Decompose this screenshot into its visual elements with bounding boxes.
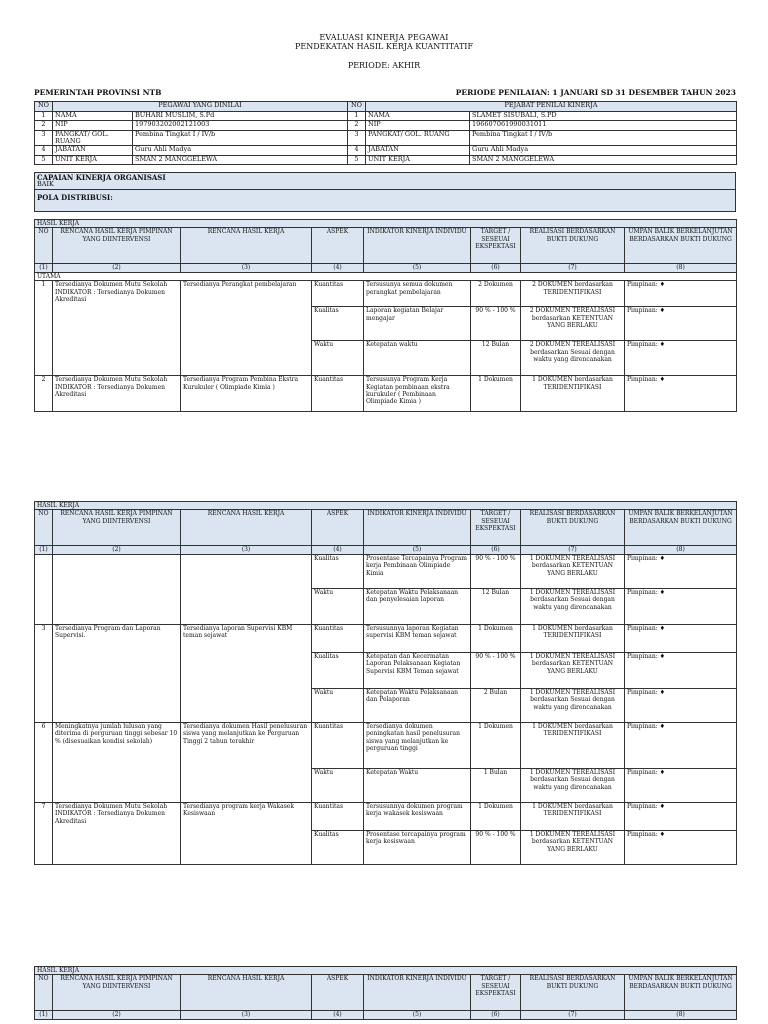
- column-number-row: [35, 546, 737, 554]
- realisasi-cell: 2 DOKUMEN TEREALISASI berdasarkan Sesuai dengan waktu yang direncanakan: [521, 341, 625, 376]
- row-value-2: 196607061990031011: [470, 121, 737, 131]
- indikator-cell: Tersusunya Program Kerja Kegiatan pembinaan ekstra kurukuler ( Pembinaan Olimpiade Kimia ): [364, 376, 471, 412]
- hasil-kerja-table-1: [34, 219, 737, 412]
- target-cell: 90 % - 100 %: [471, 830, 521, 864]
- column-header: NO: [35, 975, 53, 1011]
- column-number: (8): [625, 1011, 737, 1019]
- period-row: [34, 88, 736, 98]
- hasil-kerja-title: HASIL KERJA: [35, 502, 737, 510]
- row-label-2: UNIT KERJA: [366, 155, 470, 165]
- row-no-2: 4: [348, 146, 366, 156]
- hasil-kerja-row: [35, 376, 737, 412]
- target-cell: 90 % - 100 %: [471, 307, 521, 341]
- column-header: INDIKATOR KINERJA INDIVIDU: [364, 975, 471, 1011]
- col-pejabat-penilai: PEJABAT PENILAI KINERJA: [366, 102, 737, 112]
- rencana-pimpinan-cell: Tersedianya Dokumen Mutu Sekolah INDIKATOR : Tersedianya Dokumen Akreditasi: [53, 802, 181, 864]
- empty-cell: [181, 554, 312, 624]
- realisasi-cell: 1 DOKUMEN TEREALISASI berdasarkan Sesuai dengan waktu yang direncanakan: [521, 588, 625, 624]
- row-value: SMAN 2 MANGGELEWA: [133, 155, 348, 165]
- hasil-kerja-column-headers: [35, 975, 737, 1011]
- umpan-balik-cell: Pimpinan: ♦: [625, 688, 737, 722]
- aspek-cell: Waktu: [312, 768, 364, 802]
- column-header: TARGET / SESEUAI EKSPEKTASI: [471, 510, 521, 546]
- indikator-cell: Laporan kegiatan Belajar mengajar: [364, 307, 471, 341]
- target-cell: 12 Bulan: [471, 341, 521, 376]
- aspek-cell: Waktu: [312, 341, 364, 376]
- column-number: (8): [625, 264, 737, 272]
- column-number: (2): [53, 1011, 181, 1019]
- row-label-2: NIP: [366, 121, 470, 131]
- column-number: (2): [53, 264, 181, 272]
- row-label-2: NAMA: [366, 111, 470, 121]
- row-value: Guru Ahli Madya: [133, 146, 348, 156]
- umpan-balik-cell: Pimpinan: ♦: [625, 802, 737, 830]
- umpan-balik-cell: Pimpinan: ♦: [625, 624, 737, 652]
- rencana-hasil-kerja-cell: Tersedianya dokumen Hasil penelusuran siswa yang melanjutkan ke Perguruan Tinggi 2 tahun terakhir: [181, 722, 312, 802]
- column-number: (3): [181, 546, 312, 554]
- rencana-hasil-kerja-cell: Tersedianya Program Pembina Ekstra Kurukuler ( Olimpiade Kimia ): [181, 376, 312, 412]
- row-no: 5: [35, 155, 53, 165]
- aspek-cell: Waktu: [312, 688, 364, 722]
- umpan-balik-cell: Pimpinan: ♦: [625, 341, 737, 376]
- realisasi-cell: 1 DOKUMEN TEREALISASI berdasarkan Sesuai dengan waktu yang direncanakan: [521, 688, 625, 722]
- target-cell: 12 Bulan: [471, 588, 521, 624]
- indikator-cell: Ketepatan waktu: [364, 341, 471, 376]
- hasil-kerja-row: [35, 624, 737, 652]
- pola-distribusi: POLA DISTRIBUSI:: [37, 192, 113, 202]
- col-no: NO: [35, 102, 53, 112]
- realisasi-cell: 1 DOKUMEN TEREALISASI berdasarkan KETENTUAN YANG BERLAKU: [521, 652, 625, 688]
- aspek-cell: Kuantitas: [312, 624, 364, 652]
- hasil-kerja-row: [35, 802, 737, 830]
- column-number: (5): [364, 546, 471, 554]
- umpan-balik-cell: Pimpinan: ♦: [625, 554, 737, 588]
- column-header: RENCANA HASIL KERJA: [181, 510, 312, 546]
- doc-periode: PERIODE: AKHIR: [347, 61, 421, 70]
- target-cell: 1 Dokumen: [471, 722, 521, 768]
- umpan-balik-cell: Pimpinan: ♦: [625, 307, 737, 341]
- item-no: 2: [35, 376, 53, 412]
- column-number: (5): [364, 264, 471, 272]
- row-no: 1: [35, 111, 53, 121]
- row-no-2: 5: [348, 155, 366, 165]
- column-header: UMPAN BALIK BERKELANJUTAN BERDASARKAN BUKTI DUKUNG: [625, 975, 737, 1011]
- column-number-row: [35, 1011, 737, 1019]
- column-number: (4): [312, 546, 364, 554]
- item-no: 6: [35, 722, 53, 802]
- col-no-2: NO: [348, 102, 366, 112]
- indikator-cell: Tersedianya dokumen peningkatan hasil penelusuran siswa yang melanjutkan ke perguruan tinggi: [364, 722, 471, 768]
- rencana-hasil-kerja-cell: Tersedianya Perangkat pembelajaran: [181, 281, 312, 376]
- hasil-kerja-row: [35, 281, 737, 307]
- column-header: REALISASI BERDASARKAN BUKTI DUKUNG: [521, 228, 625, 264]
- rencana-pimpinan-cell: Tersedianya Dokumen Mutu Sekolah INDIKATOR : Tersedianya Dokumen Akreditasi: [53, 376, 181, 412]
- column-number: (7): [521, 1011, 625, 1019]
- realisasi-cell: 1 DOKUMEN berdasarkan TERIDENTIFIKASI: [521, 376, 625, 412]
- column-header: REALISASI BERDASARKAN BUKTI DUKUNG: [521, 975, 625, 1011]
- instansi-label: PEMERINTAH PROVINSI NTB: [34, 88, 162, 97]
- rencana-pimpinan-cell: Tersedianya Program dan Laporan Supervisi.: [53, 624, 181, 722]
- item-no: 3: [35, 624, 53, 722]
- target-cell: 1 Dokumen: [471, 624, 521, 652]
- aspek-cell: Kuantitas: [312, 281, 364, 307]
- indikator-cell: Prosentase tercapainya program kerja kesiswaan: [364, 830, 471, 864]
- column-header: REALISASI BERDASARKAN BUKTI DUKUNG: [521, 510, 625, 546]
- aspek-cell: Kualitas: [312, 652, 364, 688]
- realisasi-cell: 1 DOKUMEN TEREALISASI berdasarkan KETENTUAN YANG BERLAKU: [521, 830, 625, 864]
- column-number-row: [35, 264, 737, 272]
- document-header: [0, 33, 768, 70]
- row-value-2: SLAMET SISUBALI, S.PD: [470, 111, 737, 121]
- row-no-2: 1: [348, 111, 366, 121]
- column-number: (6): [471, 264, 521, 272]
- aspek-cell: Kuantitas: [312, 802, 364, 830]
- umpan-balik-cell: Pimpinan: ♦: [625, 588, 737, 624]
- column-header: RENCANA HASIL KERJA: [181, 975, 312, 1011]
- row-no-2: 2: [348, 121, 366, 131]
- column-number: (7): [521, 264, 625, 272]
- realisasi-cell: 1 DOKUMEN berdasarkan TERIDENTIFIKASI: [521, 624, 625, 652]
- target-cell: 1 Dokumen: [471, 802, 521, 830]
- pegawai-table: [34, 101, 737, 165]
- hasil-kerja-title-row: [35, 220, 737, 228]
- hasil-kerja-column-headers: [35, 510, 737, 546]
- row-value-2: SMAN 2 MANGGELEWA: [470, 155, 737, 165]
- umpan-balik-cell: Pimpinan: ♦: [625, 281, 737, 307]
- target-cell: 90 % - 100 %: [471, 554, 521, 588]
- capaian-section: [34, 172, 736, 212]
- pegawai-row: [35, 130, 737, 146]
- column-number: (8): [625, 546, 737, 554]
- rencana-hasil-kerja-cell: Tersedianya laporan Supervisi KBM teman sejawat: [181, 624, 312, 722]
- row-value-2: Guru Ahli Madya: [470, 146, 737, 156]
- pegawai-row: [35, 121, 737, 131]
- hasil-kerja-table-2: [34, 501, 737, 865]
- row-label: UNIT KERJA: [53, 155, 133, 165]
- row-label: JABATAN: [53, 146, 133, 156]
- column-number: (1): [35, 546, 53, 554]
- indikator-cell: Tersusunnya laporan Kegiatan supervisi KBM teman sejawat: [364, 624, 471, 652]
- indikator-cell: Prosentase Tercapainya Program kerja Pembinaan Olimpiade Kimia: [364, 554, 471, 588]
- capaian-title: CAPAIAN KINERJA ORGANISASI: [37, 173, 166, 182]
- hasil-kerja-table-3: [34, 966, 737, 1020]
- column-header: NO: [35, 510, 53, 546]
- utama-label: UTAMA: [35, 272, 737, 280]
- column-number: (3): [181, 264, 312, 272]
- column-header: NO: [35, 228, 53, 264]
- rencana-pimpinan-cell: Tersedianya Dokumen Mutu Sekolah INDIKATOR : Tersedianya Dokumen Akreditasi: [53, 281, 181, 376]
- indikator-cell: Tersusunnya dokumen program kerja wakasek kesiswaan: [364, 802, 471, 830]
- column-number: (7): [521, 546, 625, 554]
- pegawai-row: [35, 155, 737, 165]
- indikator-cell: Ketepatan Waktu: [364, 768, 471, 802]
- pegawai-table-header: [35, 102, 737, 112]
- realisasi-cell: 1 DOKUMEN berdasarkan TERIDENTIFIKASI: [521, 722, 625, 768]
- column-number: (6): [471, 1011, 521, 1019]
- item-no: 7: [35, 802, 53, 864]
- target-cell: 2 Bulan: [471, 688, 521, 722]
- rencana-hasil-kerja-cell: Tersedianya program kerja Wakasek Kesiswaan: [181, 802, 312, 864]
- aspek-cell: Kualitas: [312, 830, 364, 864]
- target-cell: 2 Dokumen: [471, 281, 521, 307]
- pegawai-row: [35, 146, 737, 156]
- indikator-cell: Tersusunya semua dokumen perangkat pembelajaran: [364, 281, 471, 307]
- realisasi-cell: 1 DOKUMEN TEREALISASI berdasarkan Sesuai dengan waktu yang direncanakan: [521, 768, 625, 802]
- indikator-cell: Ketepatan Waktu Pelaksanaan dan Pelaporan: [364, 688, 471, 722]
- column-number: (5): [364, 1011, 471, 1019]
- target-cell: 90 % - 100 %: [471, 652, 521, 688]
- col-pegawai-dinilai: PEGAWAI YANG DINILAI: [53, 102, 348, 112]
- periode-penilaian-label: PERIODE PENILAIAN: 1 JANUARI SD 31 DESEMBER TAHUN 2023: [455, 88, 736, 97]
- row-label-2: JABATAN: [366, 146, 470, 156]
- aspek-cell: Kualitas: [312, 554, 364, 588]
- aspek-cell: Kuantitas: [312, 376, 364, 412]
- column-header: UMPAN BALIK BERKELANJUTAN BERDASARKAN BUKTI DUKUNG: [625, 228, 737, 264]
- column-header: ASPEK: [312, 510, 364, 546]
- realisasi-cell: 1 DOKUMEN berdasarkan TERIDENTIFIKASI: [521, 802, 625, 830]
- row-label-2: PANGKAT/ GOL. RUANG: [366, 130, 470, 146]
- target-cell: 1 Bulan: [471, 768, 521, 802]
- empty-cell: [35, 554, 53, 624]
- utama-row: [35, 272, 737, 280]
- aspek-cell: Waktu: [312, 588, 364, 624]
- target-cell: 1 Dokumen: [471, 376, 521, 412]
- umpan-balik-cell: Pimpinan: ♦: [625, 830, 737, 864]
- empty-cell: [53, 554, 181, 624]
- row-value: BUHARI MUSLIM, S.Pd: [133, 111, 348, 121]
- column-number: (4): [312, 264, 364, 272]
- column-number: (4): [312, 1011, 364, 1019]
- column-header: RENCANA HASIL KERJA: [181, 228, 312, 264]
- row-label: NIP: [53, 121, 133, 131]
- column-number: (1): [35, 264, 53, 272]
- row-value: Pembina Tingkat I / IV/b: [133, 130, 348, 146]
- realisasi-cell: 2 DOKUMEN TEREALISASI berdasarkan KETENTUAN YANG BERLAKU: [521, 307, 625, 341]
- aspek-cell: Kualitas: [312, 307, 364, 341]
- column-header: RENCANA HASIL KERJA PIMPINAN YANG DIINTERVENSI: [53, 510, 181, 546]
- umpan-balik-cell: Pimpinan: ♦: [625, 768, 737, 802]
- aspek-cell: Kuantitas: [312, 722, 364, 768]
- column-header: UMPAN BALIK BERKELANJUTAN BERDASARKAN BUKTI DUKUNG: [625, 510, 737, 546]
- row-value: 197903202002121003: [133, 121, 348, 131]
- row-no: 3: [35, 130, 53, 146]
- doc-title: EVALUASI KINERJA PEGAWAI: [319, 33, 449, 42]
- row-no-2: 3: [348, 130, 366, 146]
- hasil-kerja-column-headers: [35, 228, 737, 264]
- row-no: 2: [35, 121, 53, 131]
- row-label: PANGKAT/ GOL. RUANG: [53, 130, 133, 146]
- column-number: (6): [471, 546, 521, 554]
- row-no: 4: [35, 146, 53, 156]
- column-header: RENCANA HASIL KERJA PIMPINAN YANG DIINTERVENSI: [53, 975, 181, 1011]
- capaian-value: BAIK: [37, 180, 54, 189]
- umpan-balik-cell: Pimpinan: ♦: [625, 652, 737, 688]
- column-header: TARGET / SESEUAI EKSPEKTASI: [471, 975, 521, 1011]
- hasil-kerja-title-row: [35, 967, 737, 975]
- realisasi-cell: 1 DOKUMEN TEREALISASI berdasarkan KETENTUAN YANG BERLAKU: [521, 554, 625, 588]
- indikator-cell: Ketepatan dan Kecermatan Laporan Pelaksanaan Kegiatan Supervisi KBM Teman sejawat: [364, 652, 471, 688]
- realisasi-cell: 2 DOKUMEN berdasarkan TERIDENTIFIKASI: [521, 281, 625, 307]
- hasil-kerja-title: HASIL KERJA: [35, 967, 737, 975]
- umpan-balik-cell: Pimpinan: ♦: [625, 376, 737, 412]
- column-number: (1): [35, 1011, 53, 1019]
- rencana-pimpinan-cell: Meningkatnya jumlah lulusan yang diterima di perguruan tinggi sebesar 10 % (disesuaikan kondisi sekolah): [53, 722, 181, 802]
- row-value-2: Pembina Tingkat I / IV/b: [470, 130, 737, 146]
- hasil-kerja-row: [35, 554, 737, 588]
- hasil-kerja-row: [35, 722, 737, 768]
- column-header: INDIKATOR KINERJA INDIVIDU: [364, 228, 471, 264]
- umpan-balik-cell: Pimpinan: ♦: [625, 722, 737, 768]
- column-header: ASPEK: [312, 975, 364, 1011]
- item-no: 1: [35, 281, 53, 376]
- indikator-cell: Ketepatan Waktu Pelaksanaan dan penyelesaian laporan: [364, 588, 471, 624]
- column-number: (2): [53, 546, 181, 554]
- row-label: NAMA: [53, 111, 133, 121]
- hasil-kerja-title: HASIL KERJA: [35, 220, 737, 228]
- doc-subtitle: PENDEKATAN HASIL KERJA KUANTITATIF: [294, 42, 474, 51]
- column-header: ASPEK: [312, 228, 364, 264]
- column-header: TARGET / SESEUAI EKSPEKTASI: [471, 228, 521, 264]
- column-number: (3): [181, 1011, 312, 1019]
- column-header: INDIKATOR KINERJA INDIVIDU: [364, 510, 471, 546]
- hasil-kerja-title-row: [35, 502, 737, 510]
- column-header: RENCANA HASIL KERJA PIMPINAN YANG DIINTERVENSI: [53, 228, 181, 264]
